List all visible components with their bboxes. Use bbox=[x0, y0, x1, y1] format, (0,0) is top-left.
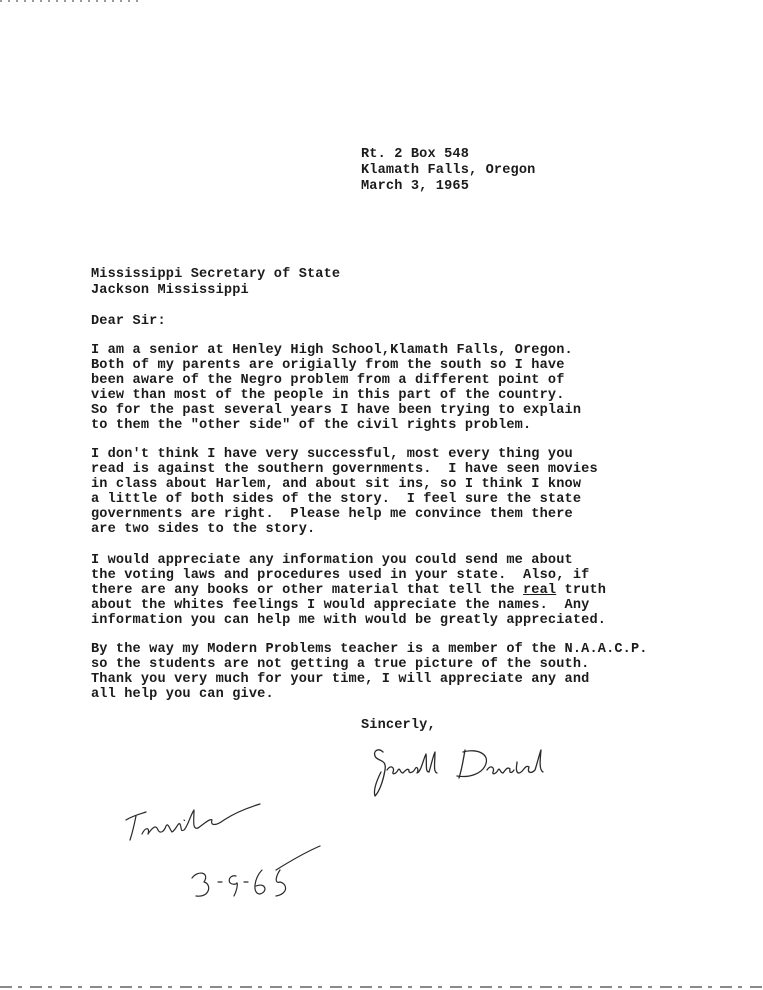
paragraph-line: so the students are not getting a true picture of the south. bbox=[91, 657, 590, 672]
paragraph-line bbox=[91, 583, 606, 598]
paragraph-line: all help you can give. bbox=[91, 687, 274, 702]
paragraph-line: view than most of the people in this part of the country. bbox=[91, 388, 565, 403]
paragraph-line: in class about Harlem, and about sit ins, so I think I know bbox=[91, 477, 582, 492]
salutation: Dear Sir: bbox=[91, 314, 166, 329]
paragraph-line: are two sides to the story. bbox=[91, 522, 316, 537]
body-paragraph-3 bbox=[91, 553, 606, 628]
paragraph-line: a little of both sides of the story. I feel sure the state bbox=[91, 492, 582, 507]
paragraph-line: been aware of the Negro problem from a different point of bbox=[91, 373, 565, 388]
paragraph-line: I don't think I have very successful, most every thing you bbox=[91, 447, 573, 462]
paragraph-line-part: truth bbox=[556, 583, 607, 598]
return-address-line2: Klamath Falls, Oregon bbox=[361, 163, 536, 178]
recipient-line2: Jackson Mississippi bbox=[91, 283, 249, 298]
letter-date: March 3, 1965 bbox=[361, 179, 469, 194]
recipient-line1: Mississippi Secretary of State bbox=[91, 267, 341, 282]
paragraph-line: about the whites feelings I would appreciate the names. Any bbox=[91, 598, 590, 613]
paragraph-line: to them the "other side" of the civil rights problem. bbox=[91, 418, 532, 433]
paragraph-line: the voting laws and procedures used in your state. Also, if bbox=[91, 568, 590, 583]
paragraph-line: Thank you very much for your time, I will appreciate any and bbox=[91, 672, 590, 687]
paragraph-line-part: there are any books or other material that tell the bbox=[91, 583, 523, 598]
top-edge-mark bbox=[0, 0, 140, 2]
body-paragraph-2 bbox=[91, 447, 598, 537]
bottom-edge-mark bbox=[0, 986, 763, 988]
body-paragraph-4 bbox=[91, 642, 648, 702]
closing: Sincerly, bbox=[361, 718, 436, 733]
paragraph-line: information you can help me with would be greatly appreciated. bbox=[91, 613, 607, 628]
paragraph-line: So for the past several years I have been trying to explain bbox=[91, 403, 582, 418]
underlined-word-real: real bbox=[523, 583, 557, 598]
return-address-line1: Rt. 2 Box 548 bbox=[361, 147, 469, 162]
signature bbox=[365, 740, 555, 800]
handwritten-mailed-annotation bbox=[120, 790, 350, 910]
paragraph-line: read is against the southern governments. I have seen movies bbox=[91, 462, 598, 477]
paragraph-line: Both of my parents are origially from the south so I have bbox=[91, 358, 565, 373]
paragraph-line: By the way my Modern Problems teacher is a member of the N.A.A.C.P. bbox=[91, 642, 648, 657]
paragraph-line: governments are right. Please help me convince them there bbox=[91, 507, 573, 522]
body-paragraph-1 bbox=[91, 343, 581, 433]
paragraph-line: I am a senior at Henley High School,Klamath Falls, Oregon. bbox=[91, 343, 573, 358]
paragraph-line: I would appreciate any information you could send me about bbox=[91, 553, 573, 568]
